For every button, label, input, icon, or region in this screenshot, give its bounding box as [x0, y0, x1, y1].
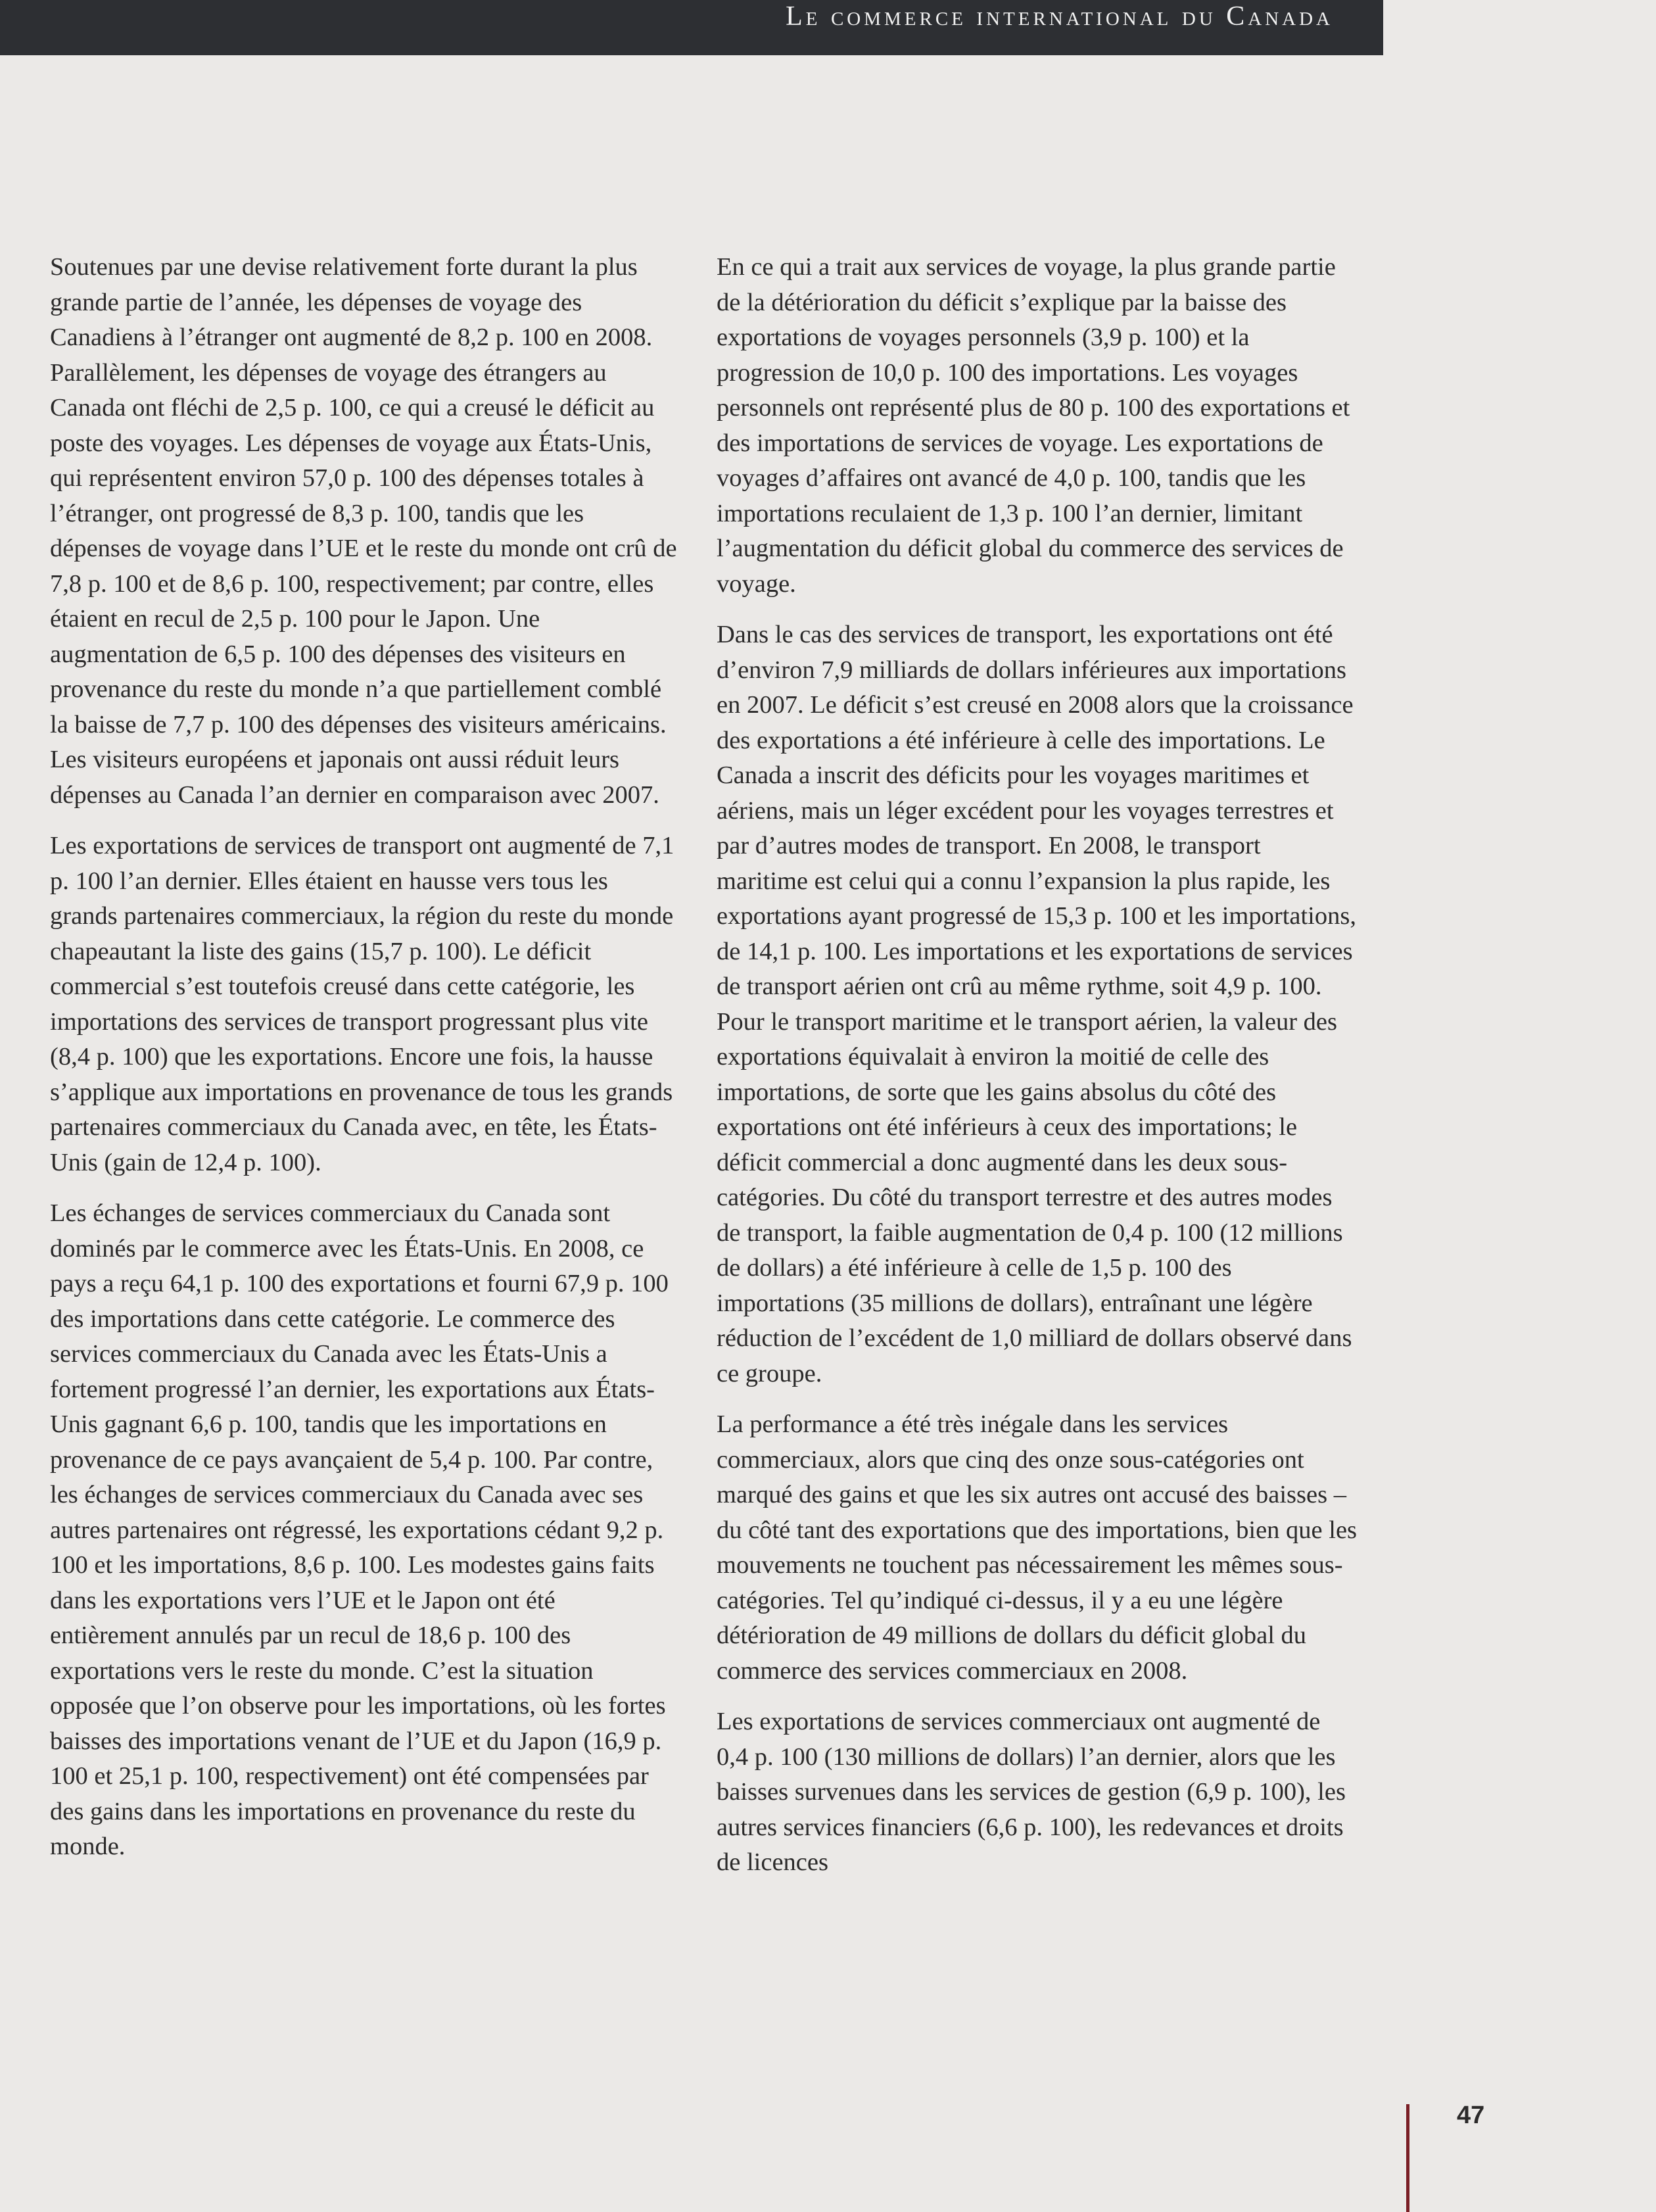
paragraph-travel-services: En ce qui a trait aux services de voyage, la plus grande partie de la détérioration du déficit s’explique par la baisse des exportations de voyages personnels (3,9 p. 100) et la progression de 10,0 p. 100 des importations. Les voyages personnels ont représenté plus de 80 p. 100 des exportations et des importations de services de voyage. Les exportations de voyages d’affaires ont avancé de 4,0 p. 100, tandis que les importations reculaient de 1,3 p. 100 l’an dernier, limitant l’augmentation du déficit global du commerce des services de voyage.	[717, 253, 1350, 598]
paragraph-commercial-services-us: Les échanges de services commerciaux du Canada sont dominés par le commerce avec les États-Unis. En 2008, ce pays a reçu 64,1 p. 100 des exportations et fourni 67,9 p. 100 des importations dans cette catégorie. Le commerce des services commerciaux du Canada avec les États-Unis a fortement progressé l’an dernier, les exportations aux États-Unis gagnant 6,6 p. 100, tandis que les importations en provenance de ce pays avançaient de 5,4 p. 100. Par contre, les échanges de services commerciaux du Canada avec ses autres partenaires ont régressé, les exportations cédant 9,2 p. 100 et les importations, 8,6 p. 100. Les modestes gains faits dans les exportations vers l’UE et le Japon ont été entièrement annulés par un recul de 18,6 p. 100 des exportations vers le reste du monde. C’est la situation opposée que l’on observe pour les importations, où les fortes baisses des importations venant de l’UE et du Japon (16,9 p. 100 et 25,1 p. 100, respectivement) ont été compensées par des gains dans les importations en provenance du reste du monde.	[50, 1199, 669, 1860]
right-text-column	[717, 250, 1358, 1896]
left-text-column	[50, 250, 681, 1881]
paragraph-commercial-performance: La performance a été très inégale dans les services commerciaux, alors que cinq des onze sous-catégories ont marqué des gains et que les six autres ont accusé des baisses – du côté tant des exportations que des importations, bien que les mouvements ne touchent pas nécessairement les mêmes sous-catégories. Tel qu’indiqué ci-dessus, il y a eu une légère détérioration de 49 millions de dollars du déficit global du commerce des services commerciaux en 2008.	[717, 1410, 1358, 1685]
running-header-title: Le commerce international du Canada	[786, 1, 1333, 32]
page-number-rule	[1406, 2104, 1409, 2212]
paragraph-commercial-exports: Les exportations de services commerciaux ont augmenté de 0,4 p. 100 (130 millions de dollars) l’an dernier, alors que les baisses survenues dans les services de gestion (6,9 p. 100), les autres services financiers (6,6 p. 100), les redevances et droits de licences	[717, 1708, 1346, 1876]
paragraph-travel-spending: Soutenues par une devise relativement forte durant la plus grande partie de l’année, les dépenses de voyage des Canadiens à l’étranger ont augmenté de 8,2 p. 100 en 2008. Parallèlement, les dépenses de voyage des étrangers au Canada ont fléchi de 2,5 p. 100, ce qui a creusé le déficit au poste des voyages. Les dépenses de voyage aux États-Unis, qui représentent environ 57,0 p. 100 des dépenses totales à l’étranger, ont progressé de 8,3 p. 100, tandis que les dépenses de voyage dans l’UE et le reste du monde ont crû de 7,8 p. 100 et de 8,6 p. 100, respectivement; par contre, elles étaient en recul de 2,5 p. 100 pour le Japon. Une augmentation de 6,5 p. 100 des dépenses des visiteurs en provenance du reste du monde n’a que partiellement comblé la baisse de 7,7 p. 100 des dépenses des visiteurs américains. Les visiteurs européens et japonais ont aussi réduit leurs dépenses au Canada l’an dernier en comparaison avec 2007.	[50, 253, 677, 809]
paragraph-transport-services: Dans le cas des services de transport, les exportations ont été d’environ 7,9 milliards de dollars inférieures aux importations en 2007. Le déficit s’est creusé en 2008 alors que la croissance des exportations a été inférieure à celle des importations. Le Canada a inscrit des déficits pour les voyages maritimes et aériens, mais un léger excédent pour les voyages terrestres et par d’autres modes de transport. En 2008, le transport maritime est celui qui a connu l’expansion la plus rapide, les exportations ayant progressé de 15,3 p. 100 et les importations, de 14,1 p. 100. Les importations et les exportations de services de transport aérien ont crû au même rythme, soit 4,9 p. 100. Pour le transport maritime et le transport aérien, la valeur des exportations équivalait à environ la moitié de celle des importations, de sorte que les gains absolus du côté des exportations ont été inférieurs à ceux des importations; le déficit commercial a donc augmenté dans les deux sous-catégories. Du côté du transport terrestre et des autres modes de transport, la faible augmentation de 0,4 p. 100 (12 millions de dollars) a été inférieure à celle de 1,5 p. 100 des importations (35 millions de dollars), entraînant une légère réduction de l’excédent de 1,0 milliard de dollars observé dans ce groupe.	[717, 621, 1356, 1387]
running-header-bar	[0, 0, 1383, 55]
page-number: 47	[1457, 2102, 1485, 2129]
paragraph-transport-exports: Les exportations de services de transport ont augmenté de 7,1 p. 100 l’an dernier. Elles étaient en hausse vers tous les grands partenaires commerciaux, la région du reste du monde chapeautant la liste des gains (15,7 p. 100). Le déficit commercial s’est toutefois creusé dans cette catégorie, les importations des services de transport progressant plus vite (8,4 p. 100) que les exportations. Encore une fois, la hausse s’applique aux importations en provenance de tous les grands partenaires commerciaux du Canada avec, en tête, les États-Unis (gain de 12,4 p. 100).	[50, 832, 674, 1176]
